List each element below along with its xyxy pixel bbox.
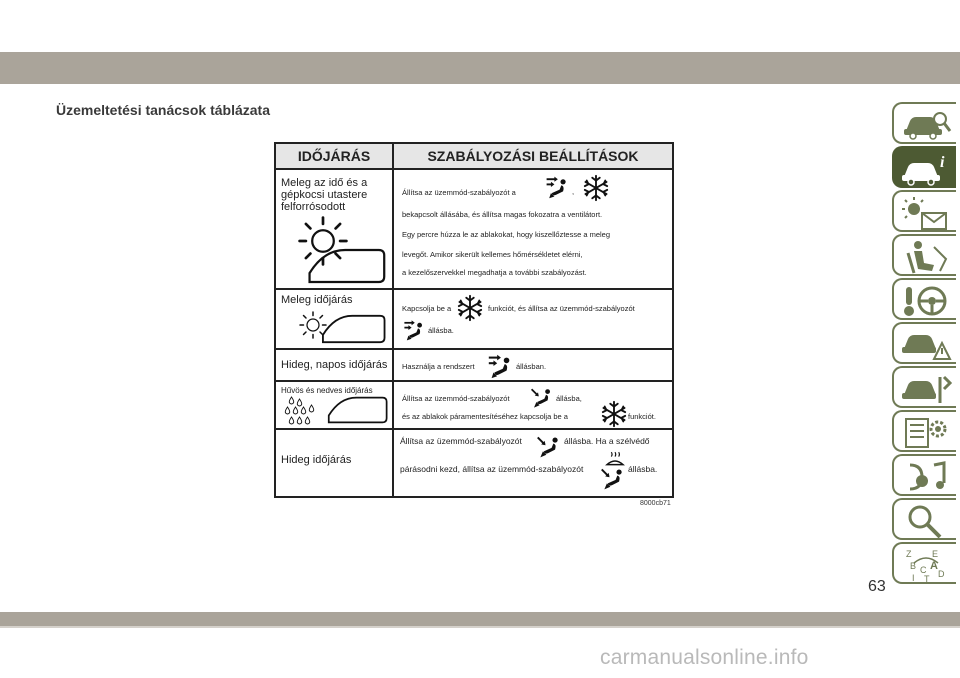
windshield-icon — [306, 248, 386, 284]
settings-cell — [394, 290, 672, 348]
table-header-weather: IDŐJÁRÁS — [276, 144, 394, 170]
svg-text:D: D — [938, 569, 945, 579]
weather-label: felforrósodott — [281, 201, 346, 213]
svg-text:T: T — [924, 574, 930, 583]
weather-label: Hűvös és nedves időjárás — [281, 386, 373, 395]
rain-drops-icon — [284, 396, 320, 426]
weather-label: Hideg, napos időjárás — [281, 359, 388, 371]
instruction-text: állásban. — [516, 362, 547, 371]
car-breakdown-icon — [900, 327, 952, 363]
warning-light-message-icon — [900, 195, 952, 231]
car-info-icon — [900, 151, 952, 187]
weather-cell — [276, 350, 394, 380]
ac-snowflake-icon — [600, 400, 628, 428]
table-row — [276, 170, 672, 290]
weather-label: gépkocsi utastere — [281, 189, 368, 201]
vent-mode-icon — [544, 174, 570, 200]
instruction-text: állásba, — [556, 394, 582, 403]
instruction-text: Állítsa az üzemmód-szabályozót a — [402, 188, 516, 197]
weather-label: Meleg időjárás — [281, 294, 353, 306]
instruction-text: párásodni kezd, állítsa az üzemmód-szabályozót — [400, 464, 584, 474]
tab-starting-driving[interactable] — [892, 278, 956, 320]
table-row — [276, 430, 672, 496]
steering-wheel-icon — [900, 283, 952, 319]
bi-level-mode-icon — [486, 352, 514, 380]
tab-index[interactable] — [892, 542, 956, 584]
instruction-text: bekapcsolt állásába, és állítsa magas fokozatra a ventilátort. — [402, 210, 603, 219]
page-title: Üzemeltetési tanácsok táblázata — [56, 102, 270, 118]
svg-text:i: i — [940, 154, 945, 171]
instruction-text: funkciót, és állítsa az üzemmód-szabályozót — [488, 304, 635, 313]
instruction-text: Egy percre húzza le az ablakokat, hogy kiszellőztesse a meleg — [402, 230, 611, 239]
figure-code: 8000cb71 — [640, 500, 671, 507]
windshield-icon — [326, 396, 388, 424]
tab-warning-lights[interactable] — [892, 190, 956, 232]
table-row — [276, 290, 672, 350]
watermark: carmanualsonline.info — [600, 646, 809, 669]
instruction-text: Állítsa az üzemmód-szabályozót — [400, 436, 522, 446]
tab-servicing[interactable] — [892, 366, 956, 408]
instruction-text: Kapcsolja be a — [402, 304, 452, 313]
search-icon — [900, 503, 952, 539]
tab-technical-data[interactable] — [892, 410, 956, 452]
settings-cell — [394, 382, 672, 428]
floor-mode-icon — [530, 386, 554, 410]
svg-text:B: B — [910, 561, 917, 571]
vent-mode-icon — [402, 318, 426, 342]
instruction-text: a kezelőszervekkel megadhatja a további szabályozást. — [402, 268, 587, 277]
specs-gear-icon — [900, 415, 952, 451]
settings-cell — [394, 350, 672, 380]
alphabetical-index-icon — [900, 547, 952, 583]
settings-cell — [394, 170, 672, 288]
tab-search[interactable] — [892, 498, 956, 540]
tab-car-search[interactable] — [892, 102, 956, 144]
windshield-icon — [320, 314, 386, 344]
operating-tips-table — [276, 144, 672, 496]
table-row — [276, 382, 672, 430]
floor-mode-icon — [536, 434, 562, 460]
page-number: 63 — [868, 578, 886, 595]
tab-seat-safety[interactable] — [892, 234, 956, 276]
floor-mode-icon — [600, 466, 626, 492]
ac-snowflake-icon — [456, 294, 484, 322]
instruction-text: Állítsa az üzemmód-szabályozót — [402, 394, 510, 403]
footer-band — [0, 612, 960, 626]
weather-label: Meleg az idő és a — [281, 177, 368, 189]
table-row — [276, 350, 672, 382]
footer-line — [0, 626, 960, 628]
tab-car-info[interactable] — [892, 146, 956, 188]
table-header-settings: SZABÁLYOZÁSI BEÁLLÍTÁSOK — [394, 144, 672, 170]
svg-text:E: E — [932, 549, 939, 559]
weather-cell — [276, 430, 394, 496]
weather-label: Hideg időjárás — [281, 454, 352, 466]
ac-snowflake-icon — [582, 174, 610, 202]
car-service-tools-icon — [900, 371, 952, 407]
multimedia-icon — [900, 459, 952, 495]
instruction-text: állásba. Ha a szélvédő — [564, 436, 650, 446]
seat-airbag-icon — [900, 239, 952, 275]
weather-cell — [276, 290, 394, 348]
tab-multimedia[interactable] — [892, 454, 956, 496]
svg-text:C: C — [920, 565, 927, 575]
weather-cell — [276, 170, 394, 288]
tab-emergency[interactable] — [892, 322, 956, 364]
operating-tips-figure — [274, 142, 674, 498]
instruction-text: állásba. — [428, 326, 454, 335]
instruction-text: állásba. — [628, 464, 658, 474]
weather-cell — [276, 382, 394, 428]
instruction-text: és az ablakok páramentesítéséhez kapcsolja be a — [402, 412, 568, 421]
settings-cell — [394, 430, 672, 496]
svg-text:I: I — [912, 573, 915, 583]
svg-text:Z: Z — [906, 549, 912, 559]
instruction-text: funkciót. — [628, 412, 656, 421]
instruction-text: , — [572, 187, 575, 196]
header-band — [0, 52, 960, 84]
car-search-icon — [900, 107, 952, 143]
instruction-text: levegőt. Amikor sikerült kellemes hőmérsékletet elérni, — [402, 250, 583, 259]
instruction-text: Használja a rendszert — [402, 362, 475, 371]
svg-text:A: A — [930, 560, 938, 572]
